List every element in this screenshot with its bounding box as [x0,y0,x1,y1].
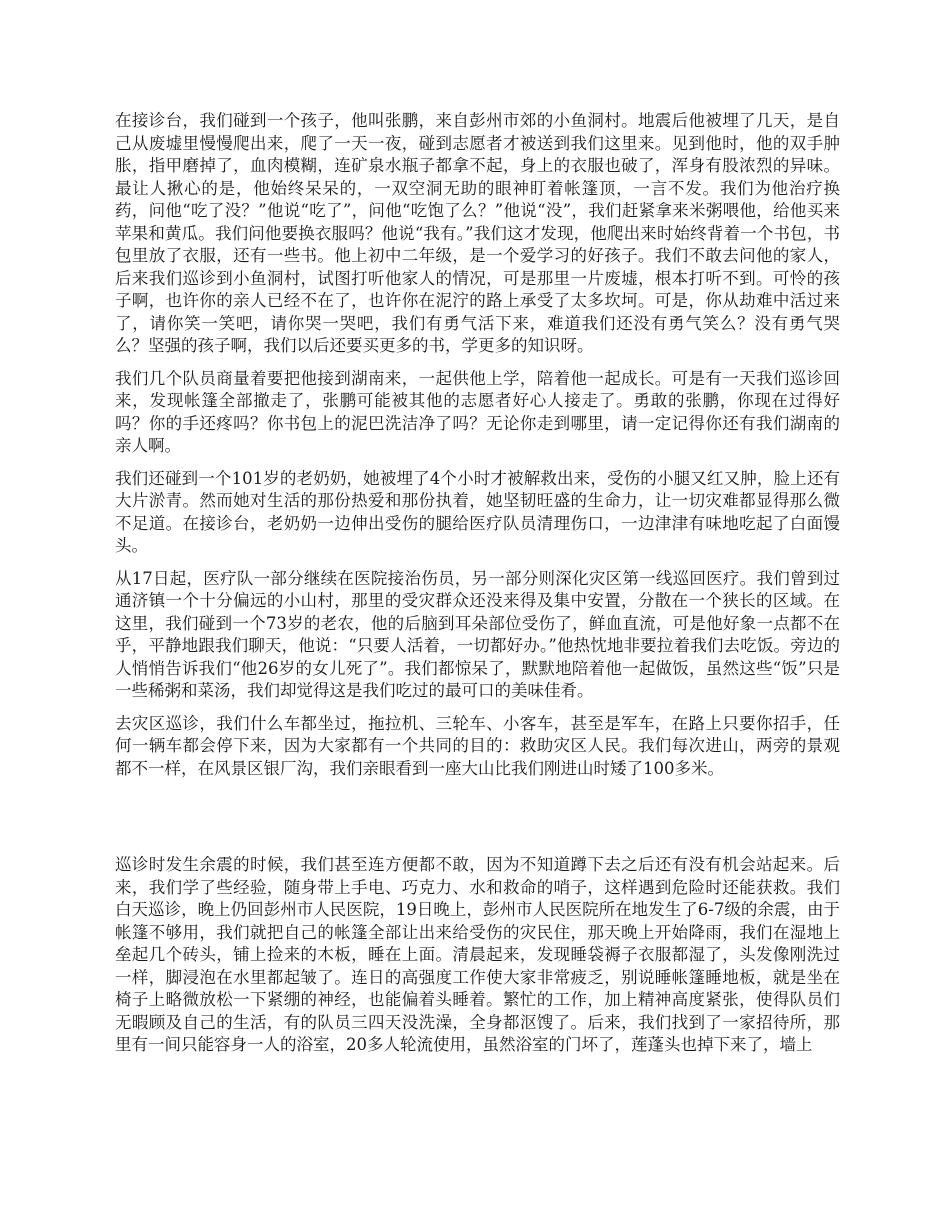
paragraph-aftershocks: 巡诊时发生余震的时候，我们甚至连方便都不敢，因为不知道蹲下去之后还有没有机会站起来。后来，我们学了些经验，随身带上手电、巧克力、水和救命的哨子，这样遇到危险时还能获救。我们白天巡诊，晚上仍回彭州市人民医院，19日晚上，彭州市人民医院所在地发生了6-7级的余震，由于帐篷不够用，我们就把自己的帐篷全部让出来给受伤的灾民住，那天晚上开始降雨，我们在湿地上垒起几个砖头，铺上捡来的木板，睡在上面。清晨起来，发现睡袋褥子衣服都湿了，头发像刚洗过一样，脚浸泡在水里都起皱了。连日的高强度工作使大家非常疲乏，别说睡帐篷睡地板，就是坐在椅子上略微放松一下紧绷的神经，也能偏着头睡着。繁忙的工作，加上精神高度紧张，使得队员们无暇顾及自己的生活，有的队员三四天没洗澡，全身都沤馊了。后来，我们找到了一家招待所，那里有一间只能容身一人的浴室，20多人轮流使用，虽然浴室的门坏了，莲蓬头也掉下来了，墙上 [115,855,840,1054]
section-gap [115,790,840,854]
paragraph-travel-to-disaster-area: 去灾区巡诊，我们什么车都坐过，拖拉机、三轮车、小客车，甚至是军车，在路上只要你招手，任何一辆车都会停下来，因为大家都有一个共同的目的：救助灾区人民。我们每次进山，两旁的景观都不一样，在风景区银厂沟，我们亲眼看到一座大山比我们刚进山时矮了100多米。 [115,713,840,778]
paragraph-tongji-village: 从17日起，医疗队一部分继续在医院接治伤员，另一部分则深化灾区第一线巡回医疗。我们曾到过通济镇一个十分偏远的小山村，那里的受灾群众还没来得及集中安置，分散在一个狭长的区域。在这里，我们碰到一个73岁的老农，他的后脑到耳朵部位受伤了，鲜血直流，可是他好象一点都不在乎，平静地跟我们聊天，他说：“只要人活着，一切都好办。”他热忱地非要拉着我们去吃饭。旁边的人悄悄告诉我们“他26岁的女儿死了”。我们都惊呆了，默默地陪着他一起做饭，虽然这些“饭”只是一些稀粥和菜汤，我们却觉得这是我们吃过的最可口的美味佳肴。 [115,568,840,700]
paragraph-hunan-volunteers: 我们几个队员商量着要把他接到湖南来，一起供他上学，陪着他一起成长。可是有一天我们巡诊回来，发现帐篷全部撤走了，张鹏可能被其他的志愿者好心人接走了。勇敢的张鹏，你现在过得好吗？你的手还疼吗？你书包上的泥巴洗洁净了吗？无论你走到哪里，请一定记得你还有我们湖南的亲人啊。 [115,368,840,455]
document-body [115,110,840,1067]
paragraph-old-grandmother: 我们还碰到一个101岁的老奶奶，她被埋了4个小时才被解救出来，受伤的小腿又红又肿，脸上还有大片淤青。然而她对生活的那份热爱和那份执着，她坚韧旺盛的生命力，让一切灾难都显得那么微不足道。在接诊台，老奶奶一边伸出受伤的腿给医疗队员清理伤口，一边津津有味地吃起了白面馒头。 [115,468,840,555]
paragraph-zhang-peng: 在接诊台，我们碰到一个孩子，他叫张鹏，来自彭州市郊的小鱼洞村。地震后他被埋了几天，是自己从废墟里慢慢爬出来，爬了一天一夜，碰到志愿者才被送到我们这里来。见到他时，他的双手肿胀，指甲磨掉了，血肉模糊，连矿泉水瓶子都拿不起，身上的衣服也破了，浑身有股浓烈的异味。最让人揪心的是，他始终呆呆的，一双空洞无助的眼神盯着帐篷顶，一言不发。我们为他治疗换药，问他“吃了没？”他说“吃了”，问他“吃饱了么？”他说“没”，我们赶紧拿来米粥喂他，给他买来苹果和黄瓜。我们问他要换衣服吗？他说“我有。”我们这才发现，他爬出来时始终背着一个书包，书包里放了衣服，还有一些书。他上初中二年级，是一个爱学习的好孩子。我们不敢去问他的家人，后来我们巡诊到小鱼洞村，试图打听他家人的情况，可是那里一片废墟，根本打听不到。可怜的孩子啊，也许你的亲人已经不在了，也许你在泥泞的路上承受了太多坎坷。可是，你从劫难中活过来了，请你笑一笑吧，请你哭一哭吧，我们有勇气活下来，难道我们还没有勇气笑么？没有勇气哭么？坚强的孩子啊，我们以后还要买更多的书，学更多的知识呀。 [115,111,840,355]
